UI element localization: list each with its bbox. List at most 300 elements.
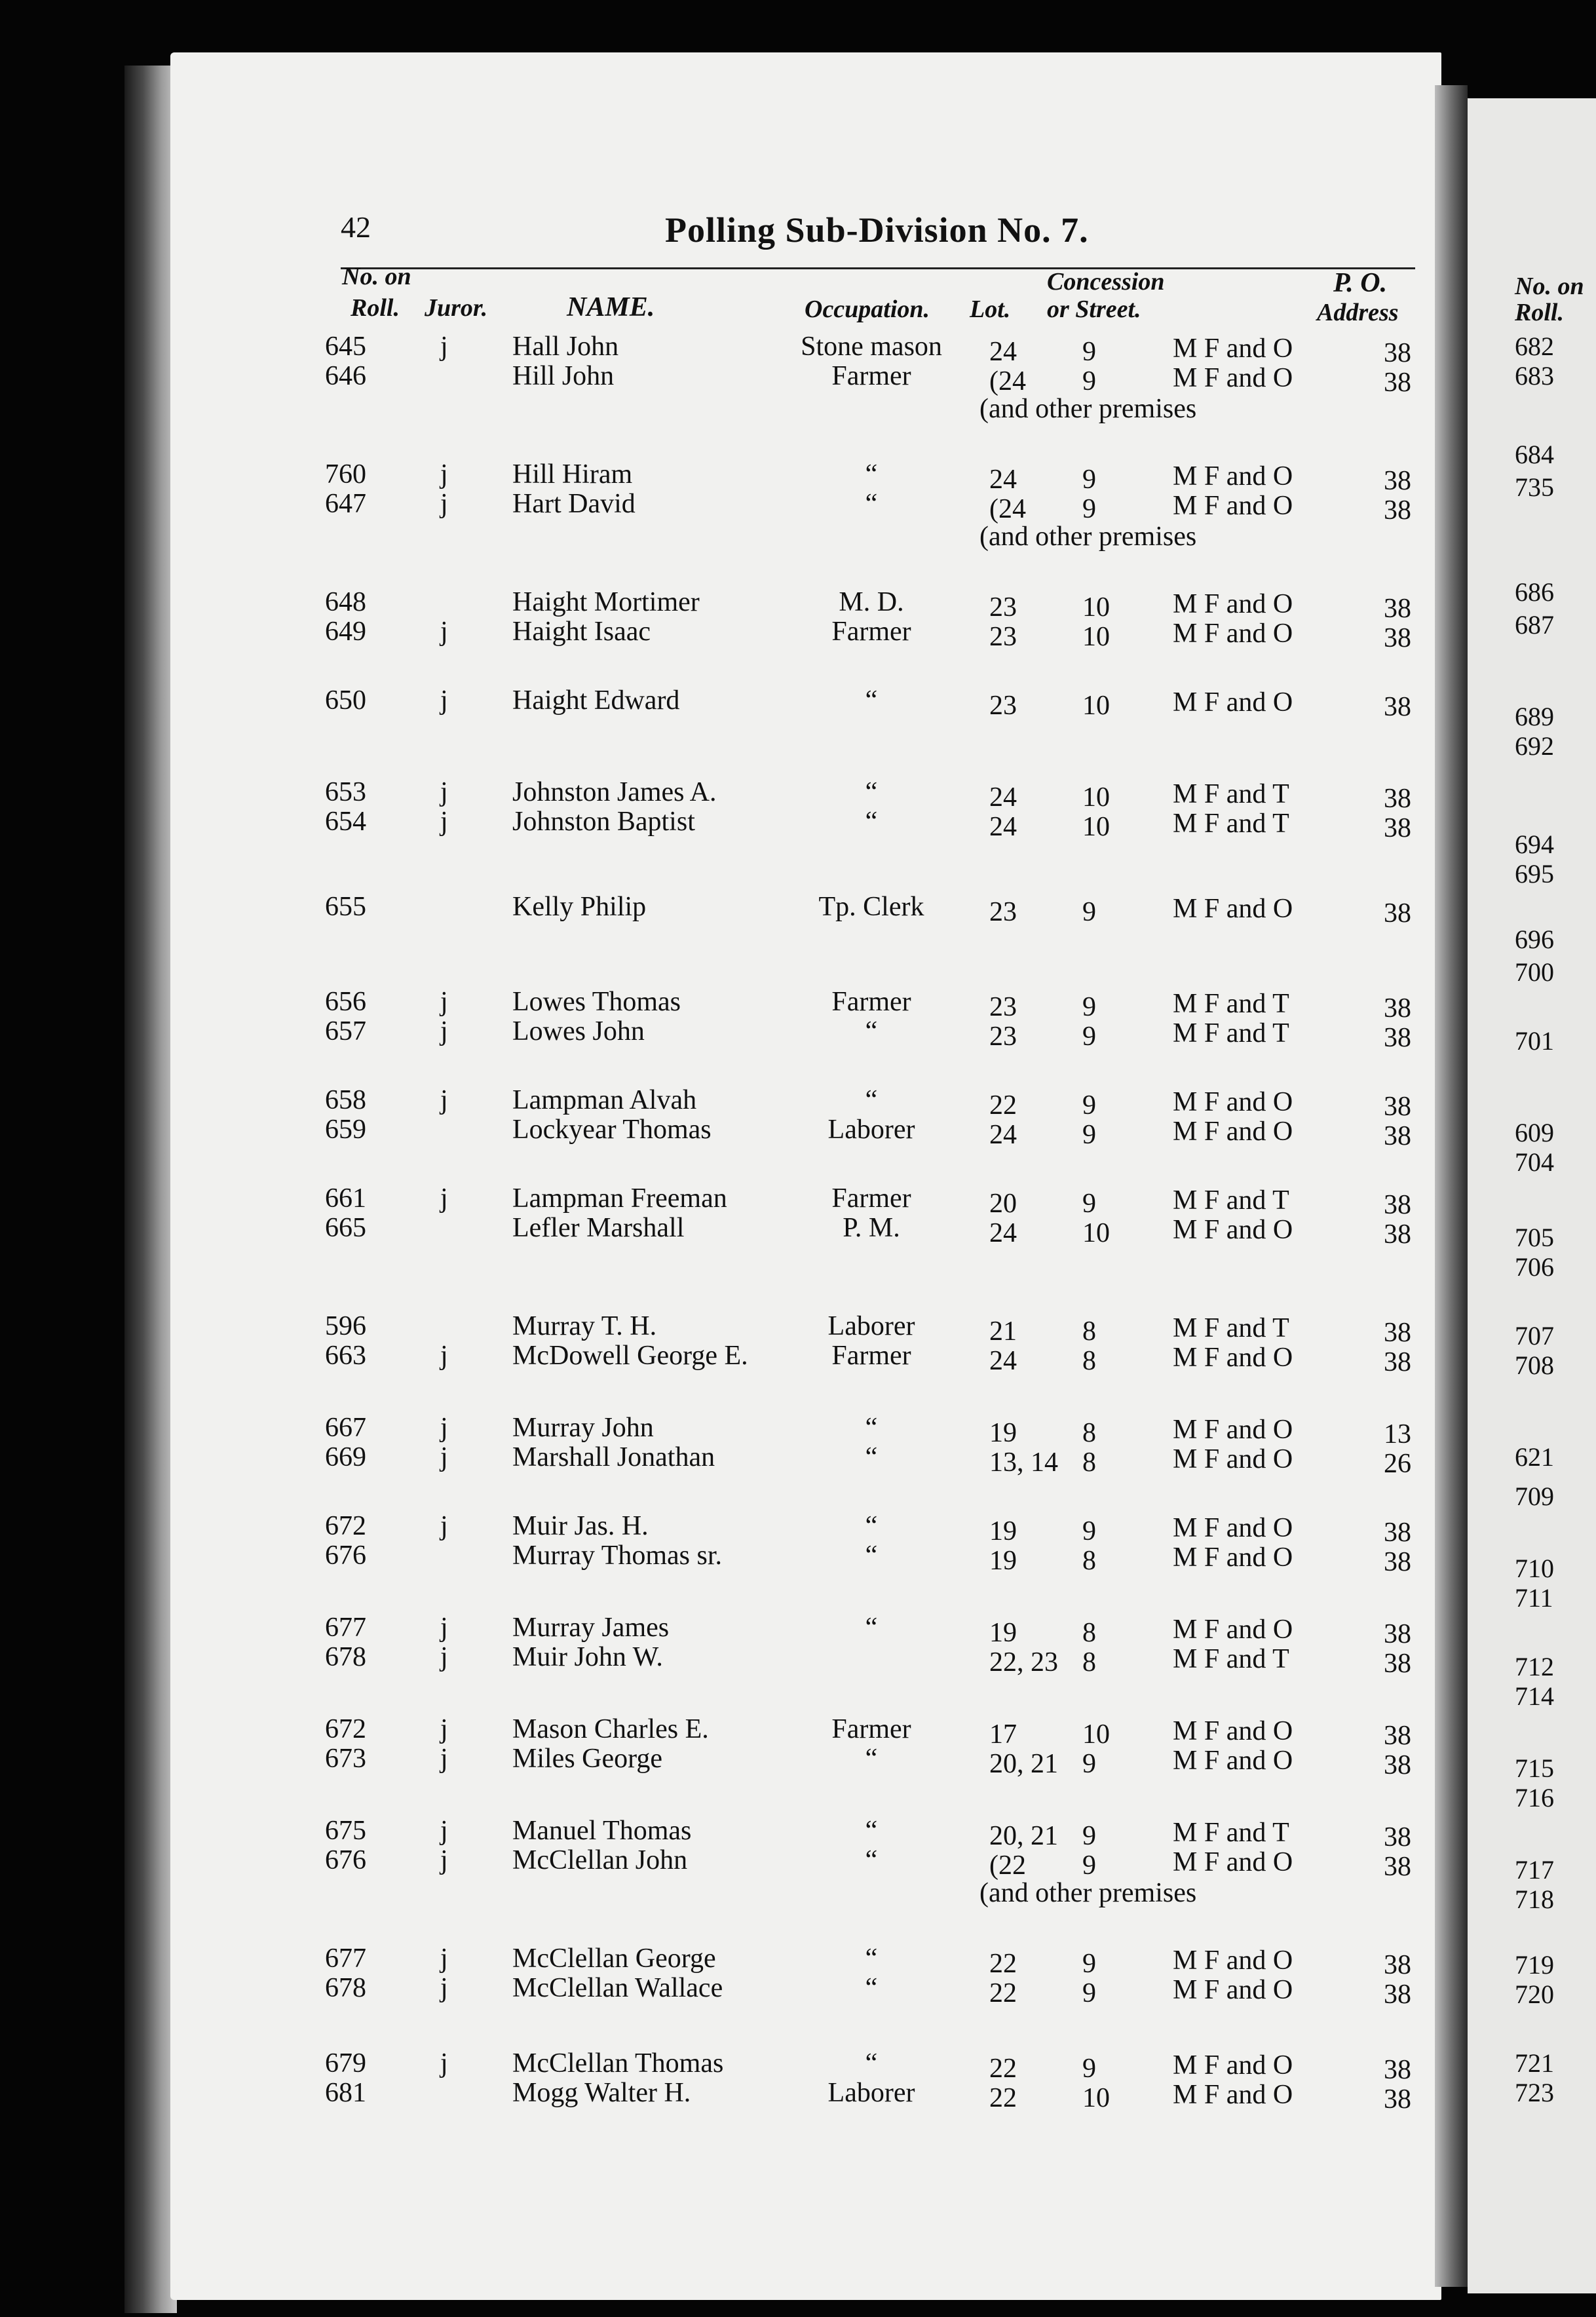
voter-name: Lampman Alvah [512, 1085, 697, 1115]
roll-number: 650 [325, 685, 366, 716]
lot: 19 [989, 1418, 1017, 1448]
status: M F and O [1173, 1746, 1293, 1776]
roll-number: 657 [325, 1016, 366, 1046]
voter-name: Muir John W. [512, 1642, 663, 1672]
voter-name: Manuel Thomas [512, 1816, 692, 1846]
concession: 10 [1082, 691, 1110, 721]
occupation: Farmer [831, 1341, 911, 1371]
roll-number: 647 [325, 489, 366, 519]
po-address: 38 [1384, 1547, 1411, 1577]
roll-number: 665 [325, 1213, 366, 1243]
voter-name: Lockyear Thomas [512, 1115, 712, 1145]
lot: 23 [989, 592, 1017, 622]
roll-number: 656 [325, 987, 366, 1017]
roll-number: 677 [325, 1944, 366, 1974]
status: M F and O [1173, 1513, 1293, 1543]
concession: 9 [1082, 2054, 1096, 2084]
col-po-header: Address [1317, 299, 1399, 326]
lot: 24 [989, 337, 1017, 367]
lot: 23 [989, 897, 1017, 927]
voter-name: Muir Jas. H. [512, 1511, 649, 1541]
juror-mark: j [440, 1511, 448, 1541]
lot: 22 [989, 2083, 1017, 2113]
status: M F and O [1173, 363, 1293, 393]
adjacent-roll-number: 695 [1515, 859, 1554, 889]
voter-name: Hill John [512, 361, 615, 391]
page-number: 42 [341, 210, 371, 244]
juror-mark: j [440, 1442, 448, 1472]
status: M F and O [1173, 461, 1293, 491]
status: M F and O [1173, 1117, 1293, 1147]
voter-name: Murray Thomas sr. [512, 1541, 723, 1571]
lot: 20, 21 [989, 1821, 1058, 1851]
occupation: “ [865, 1442, 878, 1472]
lot: 22 [989, 2054, 1017, 2084]
adjacent-roll-number: 609 [1515, 1118, 1554, 1147]
voter-name: Haight Isaac [512, 617, 651, 647]
adjacent-roll-number: 714 [1515, 1681, 1554, 1711]
concession: 9 [1082, 1516, 1096, 1546]
roll-number: 667 [325, 1413, 366, 1443]
status: M F and O [1173, 1847, 1293, 1877]
occupation: Farmer [831, 1183, 911, 1214]
roll-number: 760 [325, 459, 366, 489]
adjacent-roll-number: 717 [1515, 1855, 1554, 1885]
voter-name: Mogg Walter H. [512, 2078, 691, 2108]
adjacent-roll-number: 704 [1515, 1147, 1554, 1177]
occupation: Laborer [827, 1115, 915, 1145]
lot: 24 [989, 1120, 1017, 1150]
occupation: Farmer [831, 987, 911, 1017]
adjacent-roll-number: 723 [1515, 2078, 1554, 2107]
adjacent-roll-number: 712 [1515, 1652, 1554, 1681]
concession: 10 [1082, 782, 1110, 813]
concession: 8 [1082, 1546, 1096, 1576]
roll-number: 675 [325, 1816, 366, 1846]
status: M F and O [1173, 2050, 1293, 2080]
concession: 9 [1082, 1090, 1096, 1120]
adjacent-roll-number: 683 [1515, 361, 1554, 391]
status: M F and O [1173, 1444, 1293, 1474]
roll-number: 655 [325, 892, 366, 922]
lot: 13, 14 [989, 1447, 1058, 1478]
adjacent-roll-number: 721 [1515, 2048, 1554, 2078]
adjacent-roll-number: 701 [1515, 1026, 1554, 1056]
adjacent-roll-number: 735 [1515, 472, 1554, 502]
po-address: 38 [1384, 1649, 1411, 1679]
adjacent-roll-number: 708 [1515, 1350, 1554, 1380]
roll-number: 673 [325, 1744, 366, 1774]
po-address: 38 [1384, 1950, 1411, 1980]
po-address: 38 [1384, 1852, 1411, 1882]
roll-number: 672 [325, 1511, 366, 1541]
adjacent-roll-number: 696 [1515, 925, 1554, 954]
adjacent-roll-number: 719 [1515, 1950, 1554, 1980]
status: M F and T [1173, 1313, 1289, 1343]
roll-number: 678 [325, 1642, 366, 1672]
po-address: 38 [1384, 1980, 1411, 2010]
concession: 9 [1082, 366, 1096, 396]
col-po-header: P. O. [1333, 268, 1388, 298]
occupation: “ [865, 1016, 878, 1046]
occupation: “ [865, 1413, 878, 1443]
po-address: 38 [1384, 2084, 1411, 2115]
voter-name: Lowes John [512, 1016, 645, 1046]
lot: 21 [989, 1316, 1017, 1347]
col-occupation-header: Occupation. [805, 296, 930, 323]
concession: 8 [1082, 1346, 1096, 1376]
adjacent-roll-number: 718 [1515, 1885, 1554, 1914]
roll-number: 676 [325, 1845, 366, 1875]
juror-mark: j [440, 1973, 448, 2003]
concession: 9 [1082, 1120, 1096, 1150]
adjacent-roll-number: 694 [1515, 830, 1554, 859]
lot: 24 [989, 812, 1017, 842]
status: M F and O [1173, 894, 1293, 924]
book-edge [124, 66, 177, 2313]
status: M F and O [1173, 1615, 1293, 1645]
juror-mark: j [440, 1016, 448, 1046]
po-address: 38 [1384, 1347, 1411, 1377]
adjacent-roll-number: 705 [1515, 1223, 1554, 1252]
occupation: Farmer [831, 617, 911, 647]
status: M F and O [1173, 619, 1293, 649]
lot: 22 [989, 1978, 1017, 2008]
status: M F and O [1173, 687, 1293, 718]
concession: 8 [1082, 1418, 1096, 1448]
po-address: 13 [1384, 1419, 1411, 1449]
occupation: “ [865, 1744, 878, 1774]
juror-mark: j [440, 685, 448, 716]
juror-mark: j [440, 1816, 448, 1846]
occupation: Laborer [827, 2078, 915, 2108]
adjacent-roll-number: 711 [1515, 1583, 1553, 1613]
concession: 8 [1082, 1316, 1096, 1347]
po-address: 38 [1384, 594, 1411, 624]
status: M F and T [1173, 779, 1289, 809]
po-address: 38 [1384, 1619, 1411, 1649]
juror-mark: j [440, 459, 448, 489]
status: M F and T [1173, 1818, 1289, 1848]
col-roll-header: Roll. [351, 294, 400, 322]
po-address: 38 [1384, 495, 1411, 526]
col-roll-header: No. on [342, 263, 411, 290]
roll-number: 654 [325, 807, 366, 837]
voter-name: Lampman Freeman [512, 1183, 727, 1214]
occupation: Farmer [831, 361, 911, 391]
status: M F and O [1173, 1945, 1293, 1976]
po-address: 38 [1384, 898, 1411, 929]
voter-name: Lefler Marshall [512, 1213, 685, 1243]
lot: 22 [989, 1090, 1017, 1120]
status: M F and T [1173, 1185, 1289, 1216]
adjacent-roll-number: 709 [1515, 1482, 1554, 1511]
po-address: 38 [1384, 368, 1411, 398]
po-address: 38 [1384, 1518, 1411, 1548]
juror-mark: j [440, 777, 448, 807]
juror-mark: j [440, 1183, 448, 1214]
concession: 9 [1082, 1850, 1096, 1881]
juror-mark: j [440, 2048, 448, 2078]
voter-name: McDowell George E. [512, 1341, 748, 1371]
premises-note: (and other premises [979, 394, 1197, 424]
adjacent-roll-number: 692 [1515, 731, 1554, 761]
po-address: 38 [1384, 2055, 1411, 2085]
adjacent-roll-number: 686 [1515, 577, 1554, 607]
status: M F and O [1173, 1343, 1293, 1373]
lot: 22, 23 [989, 1647, 1058, 1677]
juror-mark: j [440, 1642, 448, 1672]
col-juror-header: Juror. [425, 294, 488, 322]
po-address: 38 [1384, 1318, 1411, 1348]
roll-number: 678 [325, 1973, 366, 2003]
occupation: Tp. Clerk [818, 892, 924, 922]
concession: 9 [1082, 1749, 1096, 1779]
concession: 10 [1082, 2083, 1110, 2113]
roll-number: 679 [325, 2048, 366, 2078]
concession: 10 [1082, 812, 1110, 842]
occupation: Stone mason [801, 332, 942, 362]
lot: 23 [989, 622, 1017, 652]
po-address: 38 [1384, 1219, 1411, 1250]
lot: (22 [989, 1850, 1026, 1881]
adjacent-roll-number: 720 [1515, 1980, 1554, 2009]
roll-number: 658 [325, 1085, 366, 1115]
roll-number: 646 [325, 361, 366, 391]
voter-name: Mason Charles E. [512, 1714, 709, 1744]
roll-number: 653 [325, 777, 366, 807]
lot: 24 [989, 782, 1017, 813]
po-address: 38 [1384, 623, 1411, 653]
adjacent-page [1468, 98, 1596, 2293]
status: M F and O [1173, 1215, 1293, 1245]
juror-mark: j [440, 1714, 448, 1744]
voter-name: Kelly Philip [512, 892, 647, 922]
po-address: 38 [1384, 1092, 1411, 1122]
juror-mark: j [440, 807, 448, 837]
status: M F and O [1173, 1087, 1293, 1117]
concession: 9 [1082, 1022, 1096, 1052]
premises-note: (and other premises [979, 1878, 1197, 1908]
lot: 24 [989, 1346, 1017, 1376]
po-address: 38 [1384, 784, 1411, 814]
adjacent-roll-number: 684 [1515, 440, 1554, 469]
voter-name: McClellan Thomas [512, 2048, 724, 2078]
occupation: “ [865, 685, 878, 716]
status: M F and O [1173, 2080, 1293, 2110]
po-address: 38 [1384, 1721, 1411, 1751]
concession: 9 [1082, 992, 1096, 1022]
po-address: 38 [1384, 466, 1411, 496]
status: M F and O [1173, 491, 1293, 521]
roll-number: 659 [325, 1115, 366, 1145]
lot: 23 [989, 691, 1017, 721]
po-address: 38 [1384, 993, 1411, 1024]
occupation: “ [865, 489, 878, 519]
voter-name: Hill Hiram [512, 459, 633, 489]
juror-mark: j [440, 1944, 448, 1974]
concession: 9 [1082, 1821, 1096, 1851]
po-address: 38 [1384, 1750, 1411, 1780]
po-address: 38 [1384, 1822, 1411, 1852]
occupation: “ [865, 777, 878, 807]
concession: 8 [1082, 1447, 1096, 1478]
lot: 19 [989, 1546, 1017, 1576]
voter-name: Lowes Thomas [512, 987, 681, 1017]
lot: 24 [989, 465, 1017, 495]
juror-mark: j [440, 332, 448, 362]
concession: 10 [1082, 622, 1110, 652]
status: M F and O [1173, 1716, 1293, 1746]
col-concession-header: or Street. [1047, 296, 1141, 323]
adjacent-roll-number: 706 [1515, 1252, 1554, 1282]
occupation: “ [865, 459, 878, 489]
header-rule [341, 267, 1415, 269]
voter-name: Haight Edward [512, 685, 680, 716]
roll-number: 648 [325, 587, 366, 617]
occupation: “ [865, 1973, 878, 2003]
po-address: 26 [1384, 1449, 1411, 1479]
concession: 9 [1082, 1189, 1096, 1219]
book-gutter [1435, 85, 1468, 2287]
juror-mark: j [440, 617, 448, 647]
concession: 10 [1082, 1719, 1110, 1750]
po-address: 38 [1384, 338, 1411, 368]
po-address: 38 [1384, 692, 1411, 722]
premises-note: (and other premises [979, 522, 1197, 552]
po-address: 38 [1384, 1190, 1411, 1220]
lot: 24 [989, 1218, 1017, 1248]
roll-number: 661 [325, 1183, 366, 1214]
voter-name: McClellan George [512, 1944, 716, 1974]
occupation: “ [865, 2048, 878, 2078]
status: M F and T [1173, 1644, 1289, 1674]
adjacent-roll-number: 710 [1515, 1554, 1554, 1583]
concession: 10 [1082, 1218, 1110, 1248]
voter-name: McClellan Wallace [512, 1973, 723, 2003]
occupation: “ [865, 1541, 878, 1571]
juror-mark: j [440, 1341, 448, 1371]
lot: 17 [989, 1719, 1017, 1750]
status: M F and O [1173, 1975, 1293, 2005]
juror-mark: j [440, 1613, 448, 1643]
status: M F and O [1173, 589, 1293, 619]
roll-number: 677 [325, 1613, 366, 1643]
voter-name: Murray T. H. [512, 1311, 657, 1341]
voter-name: Marshall Jonathan [512, 1442, 715, 1472]
lot: 20 [989, 1189, 1017, 1219]
occupation: “ [865, 1944, 878, 1974]
col-concession-header: Concession [1047, 268, 1165, 296]
roll-number: 681 [325, 2078, 366, 2108]
roll-number: 672 [325, 1714, 366, 1744]
roll-number: 676 [325, 1541, 366, 1571]
occupation: “ [865, 807, 878, 837]
concession: 9 [1082, 897, 1096, 927]
juror-mark: j [440, 1085, 448, 1115]
occupation: “ [865, 1845, 878, 1875]
concession: 9 [1082, 1978, 1096, 2008]
adjacent-roll-number: 716 [1515, 1783, 1554, 1812]
adjacent-roll-header: No. on [1515, 273, 1584, 300]
concession: 8 [1082, 1618, 1096, 1648]
status: M F and O [1173, 334, 1293, 364]
adjacent-roll-number: 715 [1515, 1753, 1554, 1783]
voter-name: Hart David [512, 489, 636, 519]
voter-name: Murray James [512, 1613, 670, 1643]
juror-mark: j [440, 1413, 448, 1443]
col-lot-header: Lot. [970, 296, 1011, 323]
juror-mark: j [440, 1744, 448, 1774]
roll-number: 663 [325, 1341, 366, 1371]
concession: 9 [1082, 1949, 1096, 1979]
roll-number: 649 [325, 617, 366, 647]
col-name-header: NAME. [567, 292, 655, 322]
juror-mark: j [440, 987, 448, 1017]
voter-name: McClellan John [512, 1845, 688, 1875]
voter-name: Johnston James A. [512, 777, 717, 807]
adjacent-roll-number: 682 [1515, 332, 1554, 361]
lot: (24 [989, 366, 1026, 396]
adjacent-roll-number: 689 [1515, 702, 1554, 731]
voter-name: Miles George [512, 1744, 663, 1774]
adjacent-roll-number: 700 [1515, 957, 1554, 987]
juror-mark: j [440, 1845, 448, 1875]
occupation: M. D. [839, 587, 904, 617]
occupation: Laborer [827, 1311, 915, 1341]
occupation: “ [865, 1085, 878, 1115]
status: M F and O [1173, 1415, 1293, 1445]
lot: 23 [989, 1022, 1017, 1052]
occupation: “ [865, 1613, 878, 1643]
concession: 9 [1082, 465, 1096, 495]
occupation: Farmer [831, 1714, 911, 1744]
adjacent-roll-number: 621 [1515, 1442, 1554, 1472]
occupation: P. M. [843, 1213, 900, 1243]
page-title: Polling Sub-Division No. 7. [665, 210, 1089, 250]
lot: 23 [989, 992, 1017, 1022]
roll-number: 645 [325, 332, 366, 362]
voter-name: Haight Mortimer [512, 587, 700, 617]
lot: (24 [989, 494, 1026, 524]
po-address: 38 [1384, 813, 1411, 843]
po-address: 38 [1384, 1121, 1411, 1151]
status: M F and T [1173, 809, 1289, 839]
adjacent-roll-number: 707 [1515, 1321, 1554, 1350]
adjacent-roll-number: 687 [1515, 610, 1554, 640]
concession: 10 [1082, 592, 1110, 622]
voter-name: Murray John [512, 1413, 654, 1443]
concession: 9 [1082, 494, 1096, 524]
po-address: 38 [1384, 1023, 1411, 1053]
occupation: “ [865, 1511, 878, 1541]
concession: 8 [1082, 1647, 1096, 1677]
roll-number: 669 [325, 1442, 366, 1472]
juror-mark: j [440, 489, 448, 519]
lot: 19 [989, 1618, 1017, 1648]
concession: 9 [1082, 337, 1096, 367]
lot: 22 [989, 1949, 1017, 1979]
voter-name: Johnston Baptist [512, 807, 695, 837]
voter-name: Hall John [512, 332, 619, 362]
status: M F and O [1173, 1542, 1293, 1573]
adjacent-roll-header: Roll. [1515, 299, 1564, 326]
lot: 20, 21 [989, 1749, 1058, 1779]
roll-number: 596 [325, 1311, 366, 1341]
status: M F and T [1173, 989, 1289, 1019]
occupation: “ [865, 1816, 878, 1846]
lot: 19 [989, 1516, 1017, 1546]
